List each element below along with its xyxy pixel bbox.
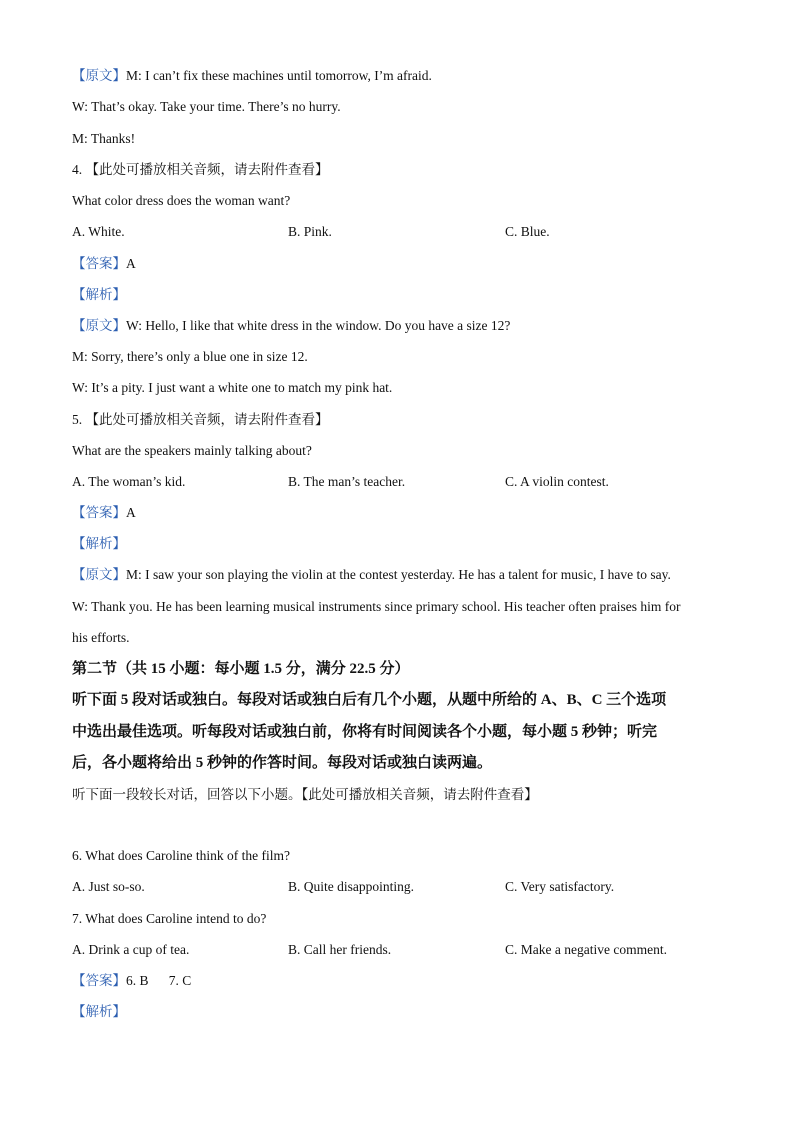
section-2-instructions: 中选出最佳选项。听每段对话或独白前，你将有时间阅读各个小题，每小题 5 秒钟；听完	[72, 724, 658, 740]
question-7-text: 7. What does Caroline intend to do?	[72, 911, 267, 926]
transcript-line: W: It’s a pity. I just want a white one to match my pink hat.	[72, 380, 393, 395]
transcript-line: M: Thanks!	[72, 131, 136, 146]
transcript-line	[72, 68, 432, 84]
q4-answer	[72, 256, 136, 272]
answer-value: A	[126, 505, 136, 520]
question-5-text: What are the speakers mainly talking about?	[72, 443, 312, 458]
q5-option-b: B. The man’s teacher.	[288, 474, 406, 489]
q7-option-c: C. Make a negative comment.	[505, 942, 667, 957]
tag-answer: 【答案】	[72, 973, 126, 988]
q5-option-a: A. The woman’s kid.	[72, 474, 186, 489]
q5-answer	[72, 505, 136, 521]
transcript-line: W: That’s okay. Take your time. There’s no hurry.	[72, 99, 341, 114]
section-2-title: 第二节（共 15 小题：每小题 1.5 分，满分 22.5 分）	[72, 661, 410, 677]
q4-option-a: A. White.	[72, 224, 125, 239]
transcript-line: M: Sorry, there’s only a blue one in size 12.	[72, 349, 308, 364]
q4-option-b: B. Pink.	[288, 224, 332, 239]
answer-value: A	[126, 256, 136, 271]
q7-option-a: A. Drink a cup of tea.	[72, 942, 190, 957]
q67-analysis	[72, 1004, 126, 1020]
q6-option-b: B. Quite disappointing.	[288, 879, 414, 894]
transcript-text: W: Hello, I like that white dress in the window. Do you have a size 12?	[126, 318, 511, 333]
tag-answer: 【答案】	[72, 256, 126, 271]
transcript-line	[72, 567, 671, 583]
tag-answer: 【答案】	[72, 505, 126, 520]
tag-transcript: 【原文】	[72, 567, 126, 582]
q6-option-a: A. Just so-so.	[72, 879, 145, 894]
question-5-heading: 5. 【此处可播放相关音频，请去附件查看】	[72, 412, 329, 427]
section-2-subinstruction: 听下面一段较长对话，回答以下小题。【此处可播放相关音频，请去附件查看】	[72, 787, 538, 802]
tag-analysis: 【解析】	[72, 1004, 126, 1019]
question-4-heading: 4. 【此处可播放相关音频，请去附件查看】	[72, 162, 329, 177]
transcript-line: his efforts.	[72, 630, 130, 645]
q6-option-c: C. Very satisfactory.	[505, 879, 615, 894]
tag-transcript: 【原文】	[72, 68, 126, 83]
transcript-line	[72, 318, 510, 334]
transcript-line: W: Thank you. He has been learning musical instruments since primary school. His teacher often praises him for	[72, 599, 681, 614]
q7-option-b: B. Call her friends.	[288, 942, 392, 957]
q67-answer	[72, 973, 191, 989]
tag-transcript: 【原文】	[72, 318, 126, 333]
q5-analysis	[72, 536, 126, 552]
section-2-instructions: 后，各小题将给出 5 秒钟的作答时间。每段对话或独白读两遍。	[72, 755, 493, 771]
section-2-instructions: 听下面 5 段对话或独白。每段对话或独白后有几个小题，从题中所给的 A、B、C 三个选项	[72, 692, 667, 708]
transcript-text: M: I saw your son playing the violin at the contest yesterday. He has a talent for music, I have to say.	[126, 567, 671, 582]
q5-option-c: C. A violin contest.	[505, 474, 609, 489]
tag-analysis: 【解析】	[72, 536, 126, 551]
answer-value: 6. B 7. C	[126, 973, 192, 988]
q4-analysis	[72, 287, 126, 303]
q4-option-c: C. Blue.	[505, 224, 550, 239]
transcript-text: M: I can’t fix these machines until tomorrow, I’m afraid.	[126, 68, 432, 83]
tag-analysis: 【解析】	[72, 287, 126, 302]
question-6-text: 6. What does Caroline think of the film?	[72, 848, 290, 863]
question-4-text: What color dress does the woman want?	[72, 193, 291, 208]
